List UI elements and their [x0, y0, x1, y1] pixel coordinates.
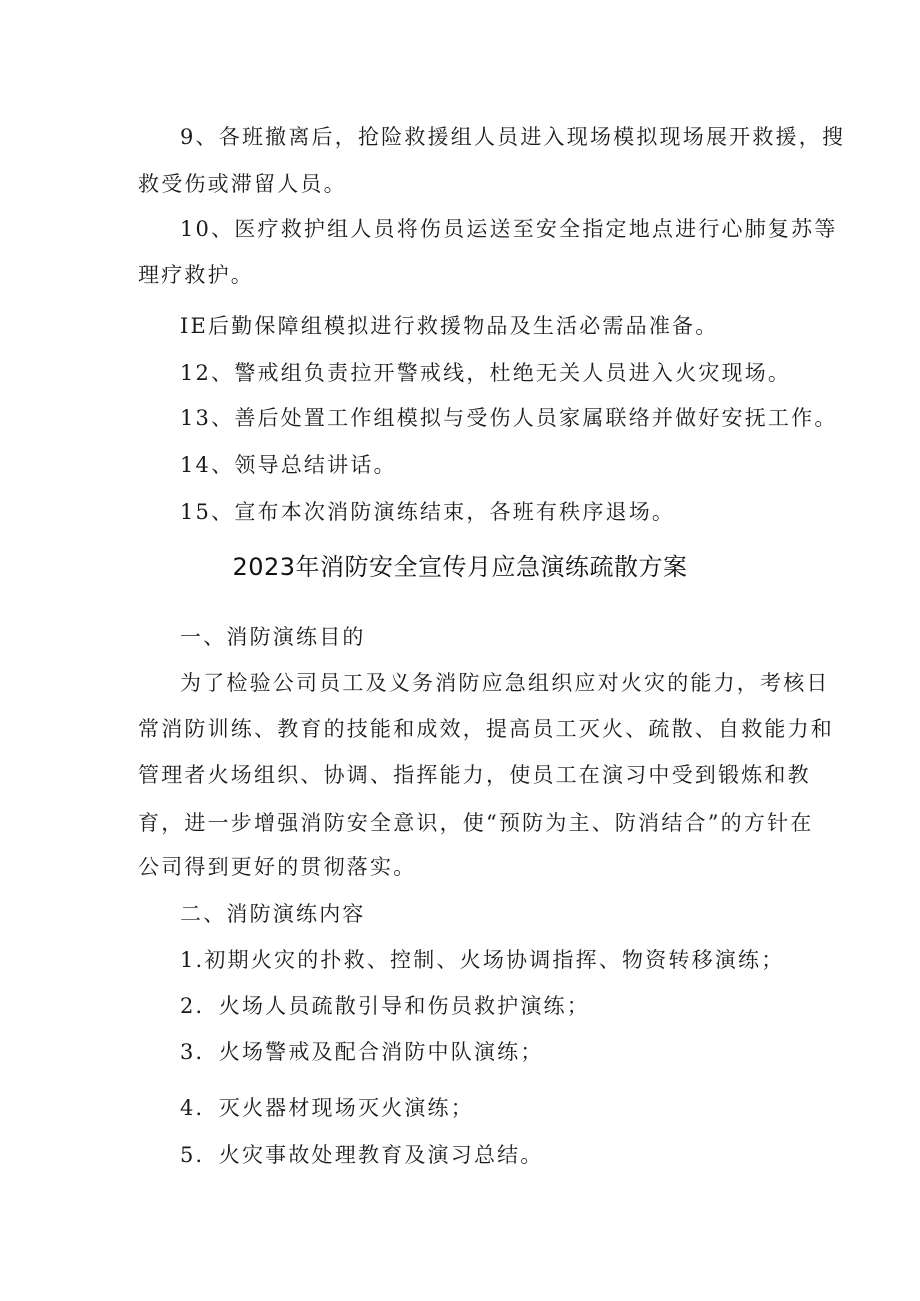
list-item-13: 13、善后处置工作组模拟与受伤人员家属联络并做好安抚工作。 [180, 406, 838, 430]
list-item-10-line2: 理疗救护。 [138, 263, 254, 287]
list-item-10-line1: 10、医疗救护组人员将伤员运送至安全指定地点进行心肺复苏等 [180, 217, 838, 241]
section-1-paragraph-line: 常消防训练、教育的技能和成效，提高员工灭火、疏散、自救能力和 [138, 717, 834, 741]
section-1-paragraph-line: 管理者火场组织、协调、指挥能力，使员工在演习中受到锻炼和教 [138, 763, 811, 787]
list-item-15: 15、宣布本次消防演练结束，各班有秩序退场。 [180, 500, 676, 524]
list-item-9-line2: 救受伤或滞留人员。 [138, 172, 347, 196]
section-2-item-1: 1.初期火灾的扑救、控制、火场协调指挥、物资转移演练； [180, 948, 785, 972]
list-item-11: IE后勤保障组模拟进行救援物品及生活必需品准备。 [180, 314, 719, 338]
list-item-12: 12、警戒组负责拉开警戒线，杜绝无关人员进入火灾现场。 [180, 361, 792, 385]
section-2-heading: 二、消防演练内容 [180, 902, 366, 926]
section-1-paragraph-line: 育，进一步增强消防安全意识，使“预防为主、防消结合”的方针在 [138, 811, 814, 835]
section-1-heading: 一、消防演练目的 [180, 625, 366, 649]
list-item-9-line1: 9、各班撤离后，抢险救援组人员进入现场模拟现场展开救援，搜 [180, 125, 846, 149]
section-1-paragraph-line: 公司得到更好的贯彻落实。 [138, 855, 417, 879]
page-title: 2023年消防安全宣传月应急演练疏散方案 [232, 553, 688, 581]
section-2-item-2: 2．火场人员疏散引导和伤员救护演练； [180, 994, 590, 1018]
section-2-item-4: 4．灭火器材现场灭火演练； [180, 1096, 474, 1120]
section-2-item-3: 3．火场警戒及配合消防中队演练； [180, 1040, 544, 1064]
section-1-paragraph-line: 为了检验公司员工及义务消防应急组织应对火灾的能力，考核日 [180, 671, 830, 695]
section-2-item-5: 5．火灾事故处理教育及演习总结。 [180, 1143, 544, 1167]
list-item-14: 14、领导总结讲话。 [180, 453, 397, 477]
